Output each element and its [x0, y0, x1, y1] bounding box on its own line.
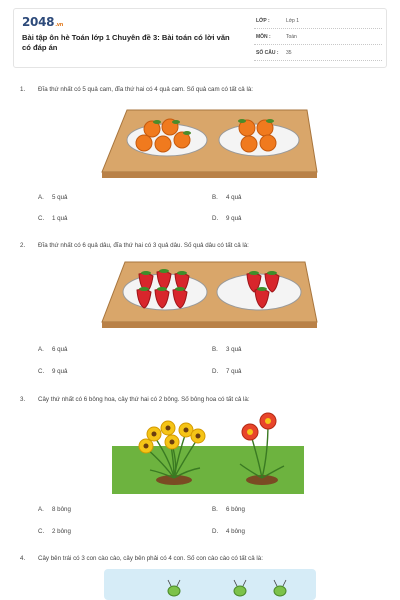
option-letter: C.: [38, 215, 45, 222]
option-d[interactable]: [212, 528, 245, 535]
meta-panel: [254, 13, 382, 61]
worksheet-header: [13, 8, 387, 68]
document-title: Bài tập ôn hè Toán lớp 1 Chuyên đề 3: Bài toán có lời văn có đáp án: [22, 33, 230, 52]
option-d[interactable]: [212, 215, 241, 222]
option-text: 5 quả: [52, 194, 68, 201]
option-c[interactable]: [38, 528, 71, 535]
meta-label: MÔN :: [256, 34, 271, 40]
option-text: 1 quả: [52, 215, 68, 222]
meta-value: Toán: [286, 34, 297, 40]
grasshoppers-illustration: [104, 569, 316, 600]
option-d[interactable]: [212, 368, 241, 375]
option-letter: D.: [212, 528, 219, 535]
option-a[interactable]: [38, 194, 67, 201]
option-letter: D.: [212, 368, 219, 375]
option-text: 9 quả: [226, 215, 242, 222]
option-letter: C.: [38, 528, 45, 535]
option-b[interactable]: [212, 346, 241, 353]
option-letter: C.: [38, 368, 45, 375]
option-letter: B.: [212, 194, 218, 201]
strawberry-plates-illustration: [97, 256, 322, 332]
option-b[interactable]: [212, 506, 245, 513]
logo-suffix: .vn: [55, 22, 64, 28]
question-number: 4.: [20, 555, 26, 562]
table-edge: [102, 322, 317, 328]
option-text: 2 bông: [52, 528, 71, 535]
option-a[interactable]: [38, 346, 67, 353]
option-letter: D.: [212, 215, 219, 222]
option-text: 9 quả: [52, 368, 68, 375]
meta-label: LỚP :: [256, 18, 270, 24]
question-number: 1.: [20, 86, 26, 93]
meta-row-count: [254, 45, 382, 61]
option-text: 6 quả: [52, 346, 68, 353]
option-letter: B.: [212, 506, 218, 513]
question-number: 3.: [20, 396, 26, 403]
logo-main: 2048: [22, 15, 55, 29]
sky-background: [104, 569, 316, 600]
option-a[interactable]: [38, 506, 71, 513]
meta-value: 35: [286, 50, 292, 56]
question-number: 2.: [20, 242, 26, 249]
orange-plates-illustration: [97, 100, 322, 184]
option-letter: A.: [38, 346, 44, 353]
option-letter: A.: [38, 194, 44, 201]
option-letter: A.: [38, 506, 44, 513]
question-text: Đĩa thứ nhất có 5 quả cam, đĩa thứ hai có 4 quả cam. Số quả cam có tất cả là:: [38, 86, 253, 93]
site-logo[interactable]: [22, 15, 63, 29]
flower-plants-illustration: [112, 410, 304, 494]
option-letter: B.: [212, 346, 218, 353]
option-text: 4 quả: [226, 194, 242, 201]
question-text: Cây bên trái có 3 con cào cào, cây bên phải có 4 con. Số con cào cào có tất cả là:: [38, 555, 263, 562]
table-edge: [102, 172, 317, 178]
meta-row-subject: [254, 29, 382, 45]
meta-row-grade: [254, 13, 382, 29]
question-text: Cây thứ nhất có 6 bông hoa, cây thứ hai có 2 bông. Số bông hoa có tất cả là:: [38, 396, 250, 403]
option-text: 4 bông: [226, 528, 245, 535]
option-text: 3 quả: [226, 346, 242, 353]
option-c[interactable]: [38, 368, 67, 375]
option-text: 7 quả: [226, 368, 242, 375]
meta-label: SỐ CÂU :: [256, 50, 279, 56]
meta-value: Lớp 1: [286, 18, 300, 24]
option-c[interactable]: [38, 215, 67, 222]
question-text: Đĩa thứ nhất có 6 quả dâu, đĩa thứ hai có 3 quả dâu. Số quả dâu có tất cả là:: [38, 242, 249, 249]
option-text: 6 bông: [226, 506, 245, 513]
option-b[interactable]: [212, 194, 241, 201]
option-text: 8 bông: [52, 506, 71, 513]
